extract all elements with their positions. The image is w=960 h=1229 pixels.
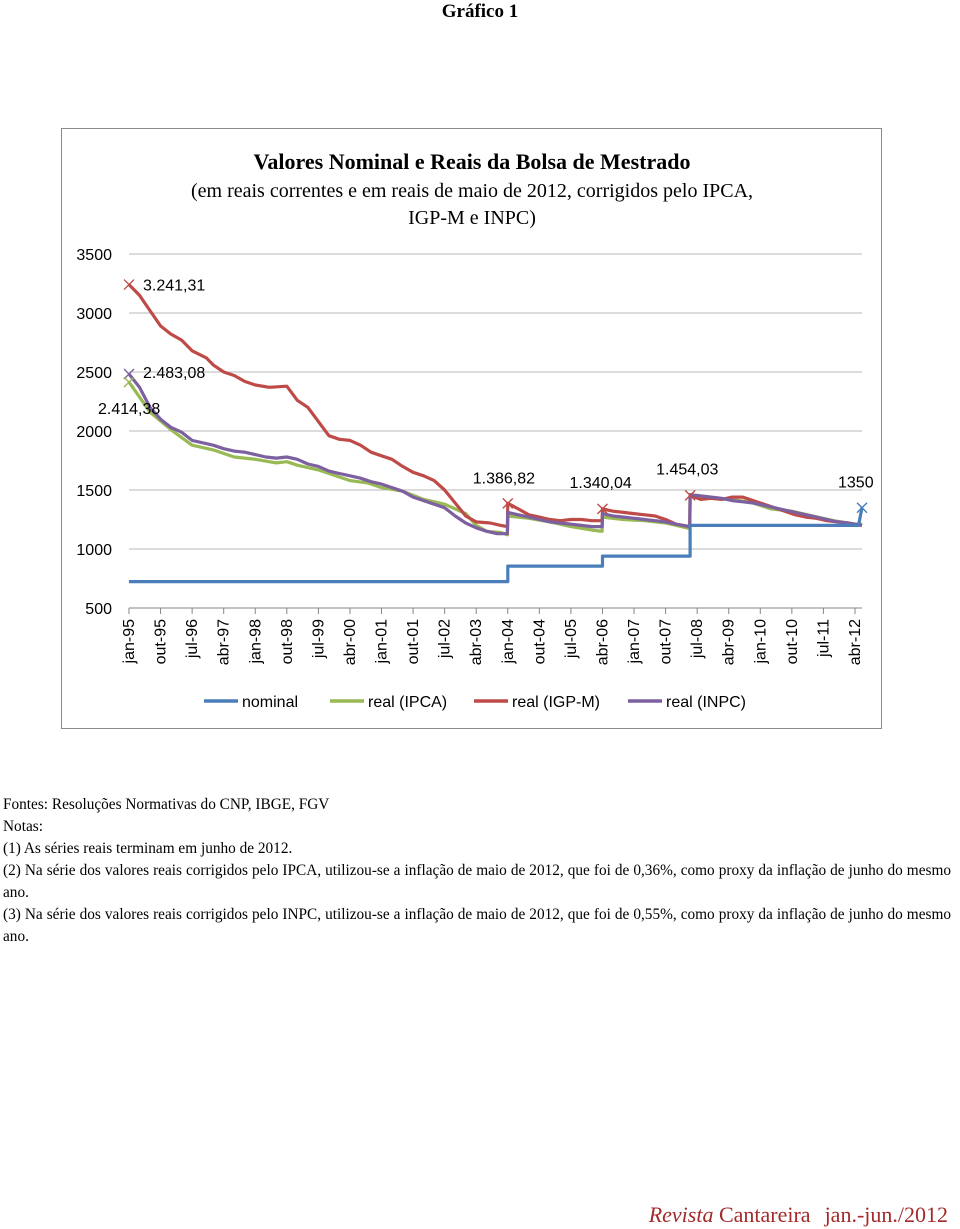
- y-tick-label: 2000: [76, 424, 112, 441]
- annotation-marker: [124, 280, 134, 290]
- x-tick-label: jan-01: [373, 619, 391, 664]
- chart-subtitle-line-2: IGP-M e INPC): [408, 207, 536, 229]
- footer-issue: jan.-jun./2012: [824, 1202, 948, 1227]
- sources-line: Fontes: Resoluções Normativas do CNP, IBGE, FGV: [3, 796, 330, 813]
- series-lines: [129, 285, 862, 582]
- gridlines: [129, 254, 862, 608]
- x-tick-label: abr-00: [341, 619, 359, 666]
- page-heading: Gráfico 1: [441, 1, 519, 22]
- legend-label: real (IGP-M): [512, 694, 600, 711]
- x-tick-label: jan-95: [121, 619, 138, 664]
- chart-legend: [204, 694, 746, 711]
- footer-brand-italic: Revista: [648, 1202, 714, 1227]
- y-tick-label: 1000: [76, 542, 112, 559]
- legend-label: nominal: [242, 694, 299, 711]
- annotation-label: 1.340,04: [569, 474, 632, 492]
- note-3: (3) Na série dos valores reais corrigidos pelo INPC, utilizou-se a inflação de maio de 2012, que foi de 0,55%, como proxy da inflação de junho do mesmo ano.: [3, 906, 951, 945]
- x-tick-label: out-07: [657, 619, 675, 665]
- legend-label: real (IPCA): [368, 694, 448, 711]
- x-axis-ticks: [121, 608, 864, 665]
- annotation-marker: [124, 369, 134, 379]
- x-tick-label: jul-99: [310, 619, 328, 659]
- x-tick-label: jul-08: [689, 619, 707, 659]
- x-tick-label: out-01: [405, 619, 423, 665]
- x-tick-label: jul-05: [562, 619, 580, 659]
- annotation-label: 1.386,82: [472, 470, 536, 488]
- x-tick-label: jul-96: [184, 619, 202, 659]
- x-tick-label: abr-06: [594, 619, 612, 666]
- x-tick-label: jan-10: [752, 619, 770, 664]
- annotation-label: 1350: [838, 474, 874, 492]
- x-tick-label: jan-04: [499, 619, 517, 664]
- x-tick-label: jul-02: [436, 619, 454, 659]
- x-tick-label: jul-11: [815, 619, 833, 657]
- series-line-real-inpc: [129, 374, 862, 534]
- series-line-nominal: [129, 508, 862, 582]
- chart-subtitle-line-1: (em reais correntes e em reais de maio de 2012, corrigidos pelo IPCA,: [190, 180, 754, 202]
- y-tick-label: 3500: [76, 247, 112, 264]
- annotation-label: 3.241,31: [143, 277, 206, 295]
- x-tick-label: out-95: [152, 619, 170, 665]
- y-tick-label: 3000: [76, 306, 112, 323]
- annotation-marker: [124, 377, 134, 387]
- note-1: (1) As séries reais terminam em junho de 2012.: [3, 840, 293, 857]
- legend-label: real (INPC): [666, 694, 747, 711]
- x-tick-label: abr-03: [468, 619, 486, 666]
- annotation-label: 1.454,03: [656, 461, 719, 479]
- x-tick-label: out-04: [531, 619, 549, 665]
- series-line-real-ipca: [129, 382, 862, 535]
- footer-brand: [649, 1201, 948, 1229]
- footer-brand-name: Cantareira: [718, 1202, 811, 1227]
- x-tick-label: jan-07: [626, 619, 644, 664]
- note-2: (2) Na série dos valores reais corrigidos pelo IPCA, utilizou-se a inflação de maio de 2012, que foi de 0,36%, como proxy da inflação de junho do mesmo ano.: [3, 862, 951, 901]
- line-chart: [62, 129, 883, 730]
- y-tick-label: 2500: [76, 365, 112, 382]
- x-tick-label: abr-12: [846, 619, 864, 666]
- x-tick-label: abr-97: [215, 619, 233, 666]
- y-tick-label: 1500: [76, 483, 112, 500]
- notes-block: [3, 794, 951, 948]
- annotation-label: 2.483,08: [143, 365, 206, 383]
- annotation-label: 2.414,38: [98, 401, 161, 419]
- y-axis-ticks: [76, 247, 112, 618]
- x-tick-label: out-98: [278, 619, 296, 665]
- chart-title: Valores Nominal e Reais da Bolsa de Mestrado: [253, 149, 691, 174]
- x-tick-label: abr-09: [720, 619, 738, 666]
- x-tick-label: out-10: [783, 619, 801, 665]
- notes-label: Notas:: [3, 818, 43, 835]
- x-tick-label: jan-98: [247, 619, 265, 664]
- y-tick-label: 500: [85, 601, 112, 618]
- chart-frame: [61, 128, 882, 729]
